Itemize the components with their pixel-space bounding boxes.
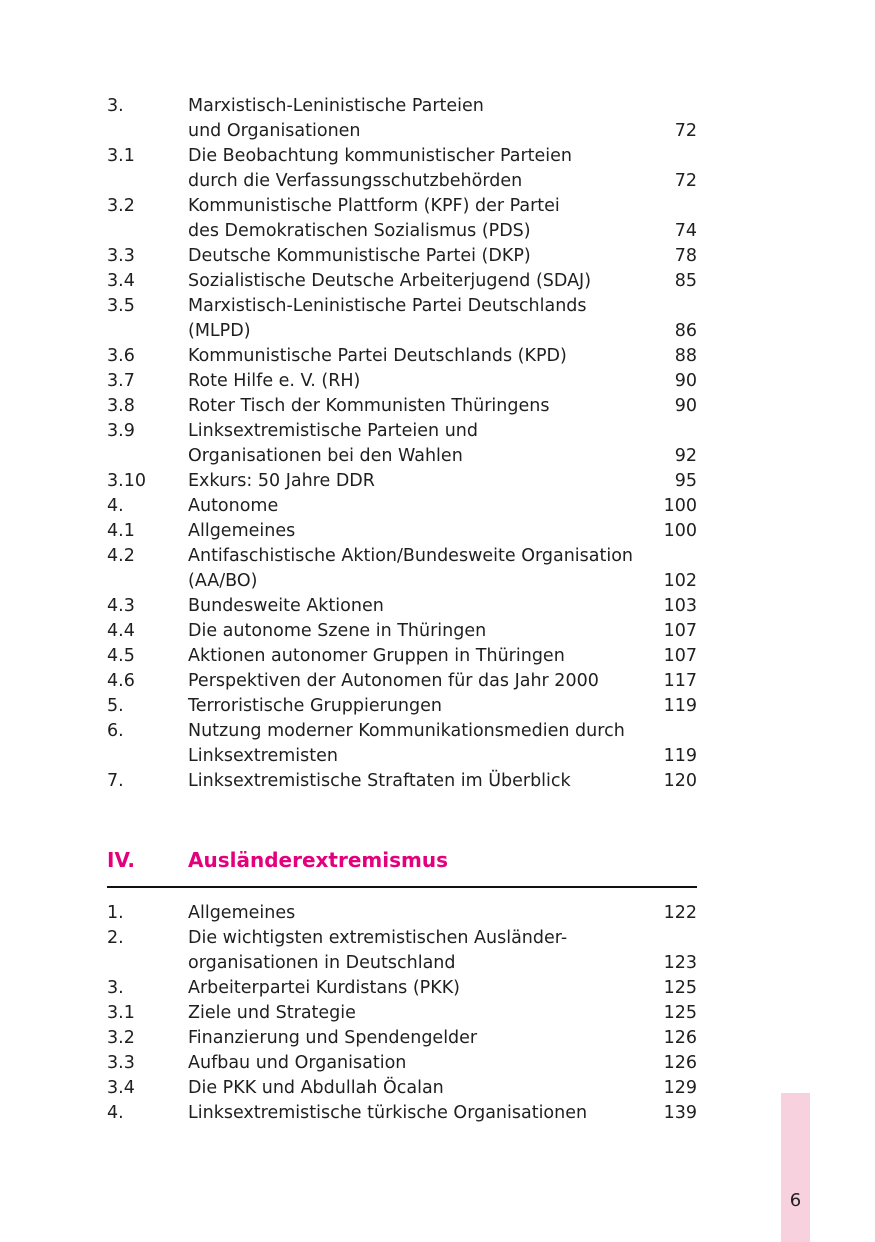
toc-entry bbox=[107, 519, 697, 544]
toc-entry-page: 92 bbox=[674, 446, 697, 466]
toc-entry-number: 3.2 bbox=[107, 1028, 135, 1048]
toc-entry-page: 103 bbox=[663, 596, 697, 616]
toc-entry-number: 7. bbox=[107, 771, 124, 791]
toc-entry-page: 120 bbox=[663, 771, 697, 791]
toc-entry-title bbox=[188, 194, 637, 244]
toc-entry-page: 78 bbox=[674, 246, 697, 266]
toc-entry-title bbox=[188, 719, 637, 769]
toc-entry-title-line: Die wichtigsten extremistischen Ausländer- bbox=[188, 928, 568, 948]
toc-entry-title bbox=[188, 1026, 637, 1051]
toc-entry-page: 102 bbox=[663, 571, 697, 591]
toc-entry-title-line: Exkurs: 50 Jahre DDR bbox=[188, 471, 375, 491]
toc-entry-page: 95 bbox=[674, 471, 697, 491]
toc-entry-title bbox=[188, 1051, 637, 1076]
toc-entry-title-line: des Demokratischen Sozialismus (PDS) bbox=[188, 221, 531, 241]
toc-entry-title-line: Finanzierung und Spendengelder bbox=[188, 1028, 478, 1048]
toc-entry-page: 100 bbox=[663, 496, 697, 516]
toc-entry-title bbox=[188, 344, 637, 369]
toc-entry-title-line: Arbeiterpartei Kurdistans (PKK) bbox=[188, 978, 460, 998]
toc-entry-title-line: Bundesweite Aktionen bbox=[188, 596, 384, 616]
toc-entry-title-line: Deutsche Kommunistische Partei (DKP) bbox=[188, 246, 531, 266]
toc-entry-page: 126 bbox=[663, 1028, 697, 1048]
toc-entry-number: 3.3 bbox=[107, 1053, 135, 1073]
toc-entry-number: 3.2 bbox=[107, 196, 135, 216]
toc-entry-page: 139 bbox=[663, 1103, 697, 1123]
toc-entry-title-line: Linksextremistische Parteien und bbox=[188, 421, 479, 441]
side-tab-marker bbox=[781, 1093, 810, 1242]
toc-entry bbox=[107, 419, 697, 469]
toc-entry-title-line: Die autonome Szene in Thüringen bbox=[188, 621, 487, 641]
toc-entry-title bbox=[188, 494, 637, 519]
toc-entry bbox=[107, 394, 697, 419]
toc-entry-number: 6. bbox=[107, 721, 124, 741]
toc-entry-number: 5. bbox=[107, 696, 124, 716]
toc-entry-title-line: Die Beobachtung kommunistischer Parteien bbox=[188, 146, 572, 166]
toc-entry-number: 4. bbox=[107, 496, 124, 516]
toc-entry-page: 74 bbox=[674, 221, 697, 241]
toc-entry-page: 126 bbox=[663, 1053, 697, 1073]
toc-entry bbox=[107, 294, 697, 344]
toc-entry bbox=[107, 269, 697, 294]
toc-list-top bbox=[107, 94, 697, 794]
toc-entry bbox=[107, 244, 697, 269]
toc-entry-page: 86 bbox=[674, 321, 697, 341]
toc-entry bbox=[107, 976, 697, 1001]
toc-entry-page: 85 bbox=[674, 271, 697, 291]
toc-entry bbox=[107, 1001, 697, 1026]
toc-entry-number: 3.5 bbox=[107, 296, 135, 316]
toc-entry-number: 1. bbox=[107, 903, 124, 923]
toc-entry-title-line: und Organisationen bbox=[188, 121, 361, 141]
toc-entry-title bbox=[188, 644, 637, 669]
toc-entry bbox=[107, 494, 697, 519]
toc-entry-title-line: Die PKK und Abdullah Öcalan bbox=[188, 1078, 444, 1098]
toc-entry-title bbox=[188, 419, 637, 469]
toc-entry-title-line: Autonome bbox=[188, 496, 279, 516]
toc-entry-number: 3.6 bbox=[107, 346, 135, 366]
toc-entry-number: 3.8 bbox=[107, 396, 135, 416]
toc-entry-page: 117 bbox=[663, 671, 697, 691]
toc-entry bbox=[107, 619, 697, 644]
toc-entry-number: 4. bbox=[107, 1103, 124, 1123]
toc-entry-number: 3.1 bbox=[107, 1003, 135, 1023]
toc-entry-title bbox=[188, 519, 637, 544]
toc-entry-title bbox=[188, 901, 637, 926]
toc-entry-page: 125 bbox=[663, 978, 697, 998]
toc-entry-number: 4.4 bbox=[107, 621, 135, 641]
toc-entry bbox=[107, 901, 697, 926]
toc-entry bbox=[107, 1051, 697, 1076]
toc-entry-page: 119 bbox=[663, 696, 697, 716]
toc-entry-title bbox=[188, 94, 637, 144]
section-title: Ausländerextremismus bbox=[188, 848, 448, 872]
toc-entry-title bbox=[188, 694, 637, 719]
toc-entry-title-line: Marxistisch-Leninistische Partei Deutschlands bbox=[188, 296, 587, 316]
toc-entry-title bbox=[188, 469, 637, 494]
toc-entry bbox=[107, 544, 697, 594]
toc-entry-number: 4.1 bbox=[107, 521, 135, 541]
toc-entry-number: 3.4 bbox=[107, 1078, 135, 1098]
toc-entry-title bbox=[188, 769, 637, 794]
toc-entry bbox=[107, 94, 697, 144]
toc-entry-title bbox=[188, 1076, 637, 1101]
toc-entry-title bbox=[188, 619, 637, 644]
toc-entry-title-line: Kommunistische Plattform (KPF) der Partei bbox=[188, 196, 560, 216]
section-number: IV. bbox=[107, 848, 135, 872]
toc-entry-title-line: Roter Tisch der Kommunisten Thüringens bbox=[188, 396, 550, 416]
toc-entry-title-line: Linksextremistische türkische Organisationen bbox=[188, 1103, 588, 1123]
toc-entry-page: 88 bbox=[674, 346, 697, 366]
toc-entry-title bbox=[188, 369, 637, 394]
toc-entry-title-line: Sozialistische Deutsche Arbeiterjugend (SDAJ) bbox=[188, 271, 592, 291]
toc-entry-title bbox=[188, 1001, 637, 1026]
toc-entry-title-line: Ziele und Strategie bbox=[188, 1003, 356, 1023]
page-number: 6 bbox=[789, 1190, 802, 1211]
toc-entry-title-line: Terroristische Gruppierungen bbox=[188, 696, 442, 716]
toc-entry-title-line: Perspektiven der Autonomen für das Jahr 2000 bbox=[188, 671, 599, 691]
toc-entry-title bbox=[188, 294, 637, 344]
toc-entry-title-line: Rote Hilfe e. V. (RH) bbox=[188, 371, 361, 391]
toc-entry-title bbox=[188, 926, 637, 976]
toc-entry-title-line: Antifaschistische Aktion/Bundesweite Organisation bbox=[188, 546, 634, 566]
toc-entry bbox=[107, 344, 697, 369]
toc-entry-number: 4.5 bbox=[107, 646, 135, 666]
toc-entry-page: 129 bbox=[663, 1078, 697, 1098]
toc-entry-page: 107 bbox=[663, 646, 697, 666]
toc-entry-title-line: Linksextremistische Straftaten im Überblick bbox=[188, 771, 571, 791]
toc-entry bbox=[107, 1076, 697, 1101]
toc-entry-number: 3.3 bbox=[107, 246, 135, 266]
toc-entry bbox=[107, 644, 697, 669]
toc-entry-title-line: Marxistisch-Leninistische Parteien bbox=[188, 96, 484, 116]
toc-entry-title-line: (MLPD) bbox=[188, 321, 251, 341]
toc-entry-title bbox=[188, 594, 637, 619]
toc-entry-number: 3. bbox=[107, 96, 124, 116]
toc-entry-title bbox=[188, 1101, 637, 1126]
toc-entry-number: 3.10 bbox=[107, 471, 146, 491]
toc-entry-title bbox=[188, 244, 637, 269]
toc-entry-number: 4.3 bbox=[107, 596, 135, 616]
toc-entry-page: 72 bbox=[674, 171, 697, 191]
toc-entry bbox=[107, 1101, 697, 1126]
toc-entry-title-line: organisationen in Deutschland bbox=[188, 953, 456, 973]
toc-entry-page: 90 bbox=[674, 396, 697, 416]
toc-entry-title-line: Allgemeines bbox=[188, 521, 296, 541]
toc-entry-title-line: (AA/BO) bbox=[188, 571, 258, 591]
toc-entry bbox=[107, 926, 697, 976]
toc-entry-number: 3.7 bbox=[107, 371, 135, 391]
toc-entry-title bbox=[188, 544, 637, 594]
toc-entry-title bbox=[188, 269, 637, 294]
toc-entry-number: 3.9 bbox=[107, 421, 135, 441]
toc-entry-title-line: Allgemeines bbox=[188, 903, 296, 923]
toc-entry-page: 125 bbox=[663, 1003, 697, 1023]
toc-entry-title-line: Aufbau und Organisation bbox=[188, 1053, 407, 1073]
toc-entry-page: 72 bbox=[674, 121, 697, 141]
toc-entry bbox=[107, 1026, 697, 1051]
toc-entry-page: 107 bbox=[663, 621, 697, 641]
toc-entry bbox=[107, 594, 697, 619]
toc-entry-title-line: Kommunistische Partei Deutschlands (KPD) bbox=[188, 346, 567, 366]
toc-entry bbox=[107, 694, 697, 719]
toc-entry-title-line: Organisationen bei den Wahlen bbox=[188, 446, 463, 466]
toc-list-bottom bbox=[107, 901, 697, 1126]
section-heading bbox=[107, 846, 697, 888]
toc-entry-title-line: durch die Verfassungsschutzbehörden bbox=[188, 171, 523, 191]
toc-entry-number: 3. bbox=[107, 978, 124, 998]
toc-entry-page: 119 bbox=[663, 746, 697, 766]
toc-entry bbox=[107, 469, 697, 494]
toc-entry bbox=[107, 369, 697, 394]
toc-entry bbox=[107, 669, 697, 694]
toc-entry-number: 4.2 bbox=[107, 546, 135, 566]
toc-entry bbox=[107, 719, 697, 769]
toc-entry-number: 4.6 bbox=[107, 671, 135, 691]
toc-entry-page: 100 bbox=[663, 521, 697, 541]
toc-entry-title bbox=[188, 144, 637, 194]
toc-entry-title-line: Nutzung moderner Kommunikationsmedien durch bbox=[188, 721, 625, 741]
toc-entry-page: 90 bbox=[674, 371, 697, 391]
toc-entry-title-line: Linksextremisten bbox=[188, 746, 338, 766]
toc-entry-number: 3.1 bbox=[107, 146, 135, 166]
toc-entry-title bbox=[188, 669, 637, 694]
toc-entry-page: 123 bbox=[663, 953, 697, 973]
toc-entry bbox=[107, 194, 697, 244]
toc-entry bbox=[107, 144, 697, 194]
toc-entry-title-line: Aktionen autonomer Gruppen in Thüringen bbox=[188, 646, 565, 666]
toc-entry-page: 122 bbox=[663, 903, 697, 923]
toc-entry-number: 3.4 bbox=[107, 271, 135, 291]
toc-entry-title bbox=[188, 976, 637, 1001]
toc-entry bbox=[107, 769, 697, 794]
toc-entry-title bbox=[188, 394, 637, 419]
toc-entry-number: 2. bbox=[107, 928, 124, 948]
